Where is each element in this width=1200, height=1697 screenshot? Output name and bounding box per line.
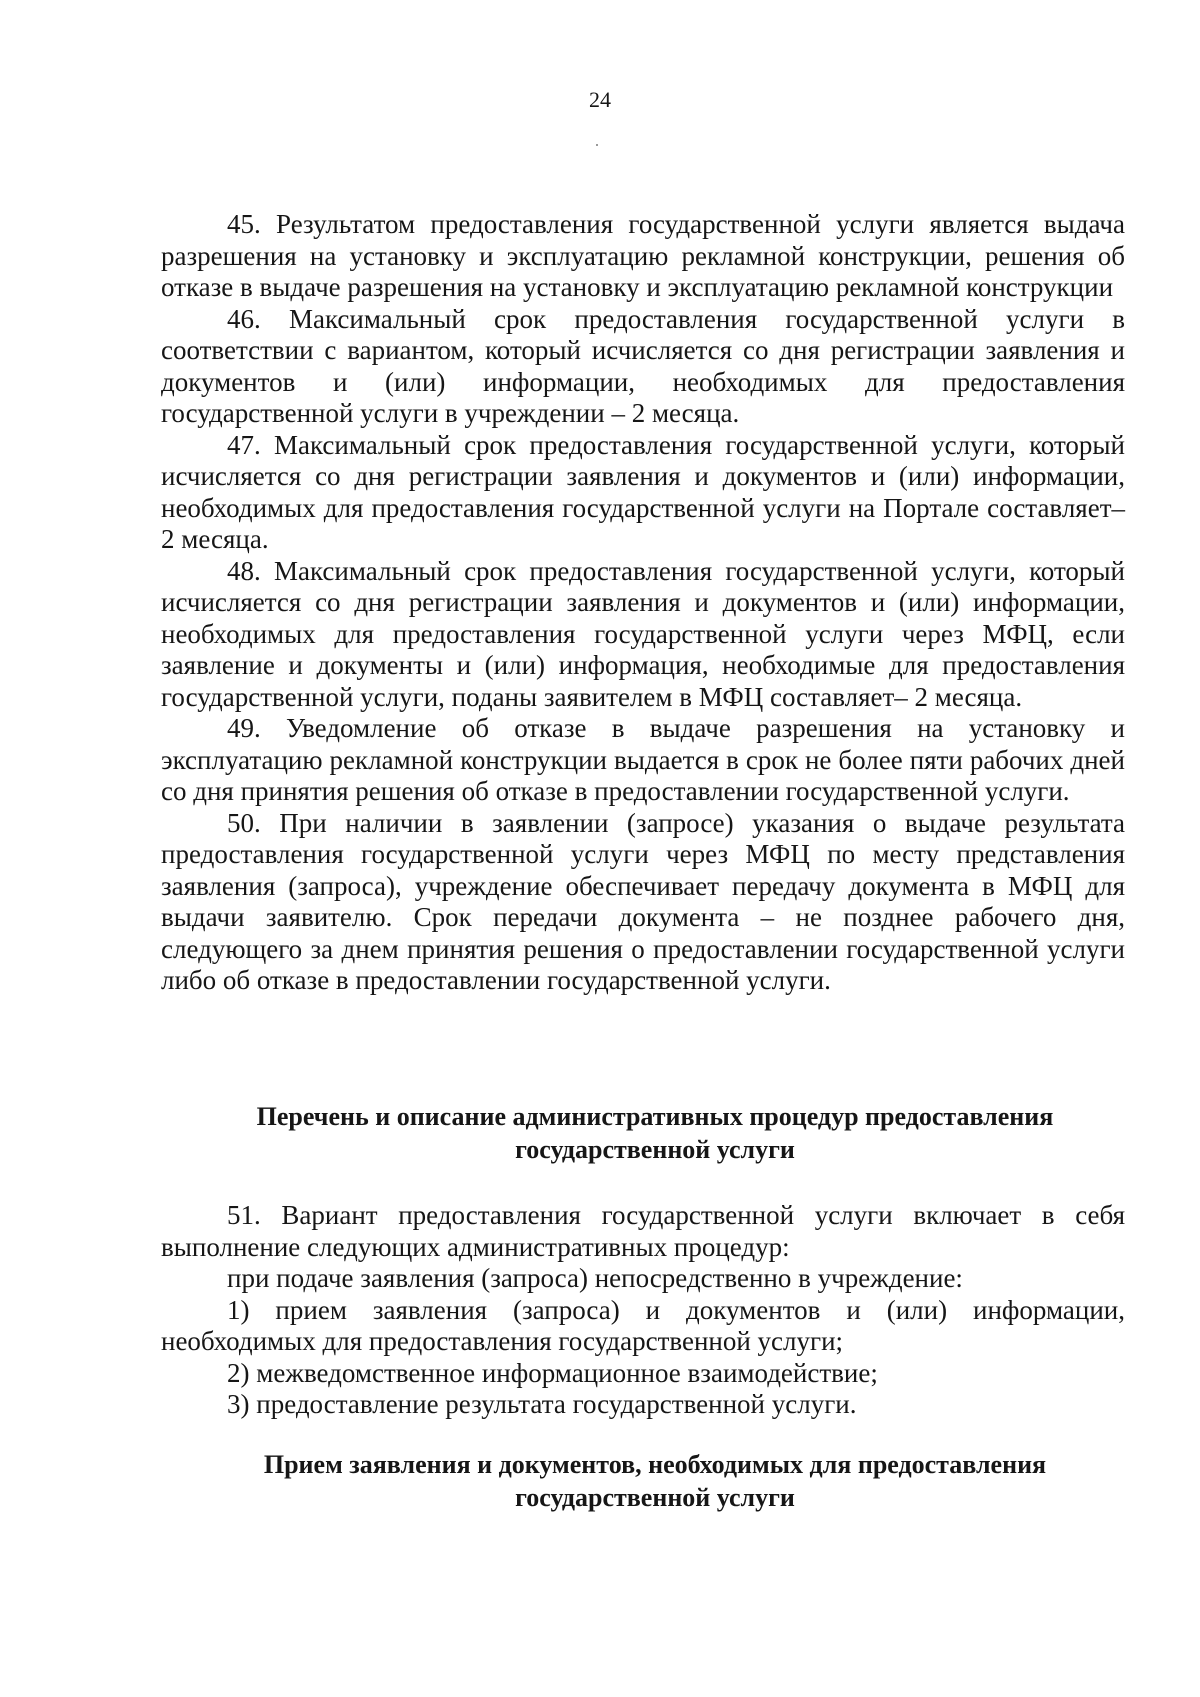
list-item-2: 2) межведомственное информационное взаимодействие; xyxy=(227,1357,878,1388)
section-heading-reception xyxy=(180,1448,1130,1514)
paragraph-50: 50. При наличии в заявлении (запросе) указания о выдаче результата предоставления государственной услуги через МФЦ по месту представления заявления (запроса), учреждение обеспечивает передачу документа в МФЦ для выдачи заявителю. Срок передачи документа – не позднее рабочего дня, следующего за днем принятия решения о предоставлении государственной услуги либо об отказе в предоставлении государственной услуги. xyxy=(161,807,1125,995)
paragraph-submission: при подаче заявления (запроса) непосредственно в учреждение: xyxy=(227,1263,963,1293)
list-item-3: 3) предоставление результата государственной услуги. xyxy=(227,1389,857,1419)
paragraph-48: 48. Максимальный срок предоставления государственной услуги, который исчисляется со дня регистрации заявления и документов и (или) информации, необходимых для предоставления государственной услуги через МФЦ, если заявление и документы и (или) информация, необходимые для предоставления государственной услуги, поданы заявителем в МФЦ составляет– 2 месяца. xyxy=(161,555,1125,712)
body-text-top xyxy=(161,209,1125,997)
scan-mark xyxy=(596,144,598,146)
paragraph-51: 51. Вариант предоставления государственной услуги включает в себя выполнение следующих административных процедур: xyxy=(161,1200,1125,1262)
body-text-mid xyxy=(161,1200,1125,1421)
paragraph-49: 49. Уведомление об отказе в выдаче разрешения на установку и эксплуатацию рекламной конструкции выдается в срок не более пяти рабочих дней со дня принятия решения об отказе в предоставлении государственной услуги. xyxy=(161,713,1125,806)
heading-line: государственной услуги xyxy=(515,1483,795,1512)
list-item-1: 1) прием заявления (запроса) и документов и (или) информации, необходимых для предоставления государственной услуги; xyxy=(161,1294,1125,1356)
paragraph-45: 45. Результатом предоставления государственной услуги является выдача разрешения на установку и эксплуатацию рекламной конструкции, решения об отказе в выдаче разрешения на установку и эксплуатацию рекламной конструкции xyxy=(161,209,1125,302)
page-number: 24 xyxy=(589,87,611,112)
heading-line: Прием заявления и документов, необходимых для предоставления xyxy=(263,1450,1047,1479)
heading-line: Перечень и описание административных процедур предоставления xyxy=(256,1102,1054,1131)
paragraph-47: 47. Максимальный срок предоставления государственной услуги, который исчисляется со дня регистрации заявления и документов и (или) информации, необходимых для предоставления государственной услуги на Портале составляет– 2 месяца. xyxy=(161,429,1125,554)
paragraph-46: 46. Максимальный срок предоставления государственной услуги в соответствии с вариантом, который исчисляется со дня регистрации заявления и документов и (или) информации, необходимых для предоставления государственной услуги в учреждении – 2 месяца. xyxy=(161,303,1125,428)
heading-line: государственной услуги xyxy=(515,1135,795,1164)
section-heading-procedures xyxy=(180,1100,1130,1166)
